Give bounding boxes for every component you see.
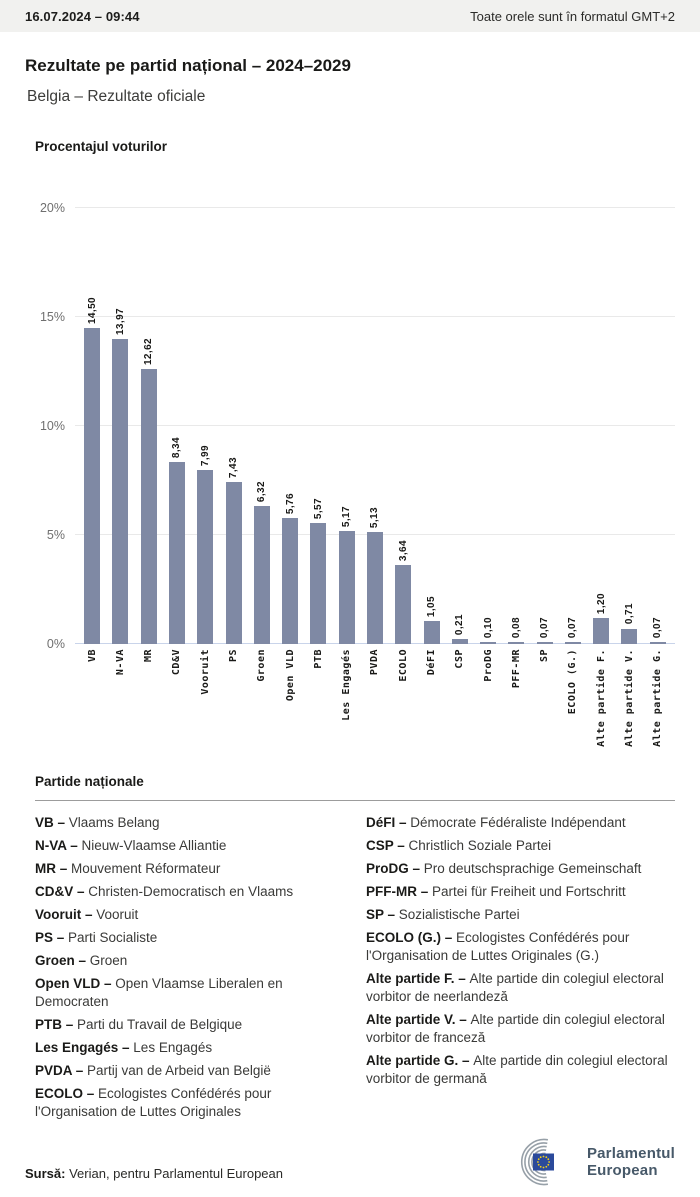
bar-value-label: 0,07	[539, 617, 551, 639]
party-full-name: Open Vlaamse Liberalen en Democraten	[35, 976, 283, 1009]
party-full-name: Alte partide din colegiul electoral vorbitor de germană	[366, 1053, 668, 1086]
topbar	[0, 0, 700, 32]
party-abbreviation: ECOLO –	[35, 1086, 99, 1101]
legend-item	[366, 814, 675, 832]
bar	[169, 462, 185, 644]
bar-column	[531, 208, 559, 644]
party-abbreviation: CD&V –	[35, 884, 89, 899]
bar-value-label: 14,50	[86, 296, 98, 324]
legend-item	[35, 883, 344, 901]
x-axis-cell	[615, 649, 643, 761]
legend-title: Partide naționale	[35, 774, 144, 789]
bar-column	[276, 208, 304, 644]
y-axis-tick-label: 20%	[39, 201, 65, 215]
bar-column	[163, 208, 191, 644]
bar-column	[361, 208, 389, 644]
party-abbreviation: ProDG –	[366, 861, 424, 876]
party-abbreviation: Alte partide F. –	[366, 971, 470, 986]
x-axis-label: MR	[143, 649, 155, 663]
party-abbreviation: PTB –	[35, 1017, 78, 1032]
bar-column	[644, 208, 672, 644]
bar-column	[559, 208, 587, 644]
x-axis-cell	[106, 649, 134, 761]
legend-item	[366, 860, 675, 878]
legend-item	[366, 837, 675, 855]
legend-item	[366, 1011, 675, 1047]
x-axis-label: DéFI	[426, 649, 438, 676]
x-axis-cell	[191, 649, 219, 761]
bar	[621, 629, 637, 644]
bar	[84, 328, 100, 644]
x-axis-label: VB	[86, 649, 98, 663]
timezone-note: Toate orele sunt în formatul GMT+2	[470, 8, 675, 24]
bar-value-label: 0,07	[652, 617, 664, 639]
chart-title: Procentajul voturilor	[35, 139, 168, 154]
bar-column	[248, 208, 276, 644]
x-axis-cell	[304, 649, 332, 761]
bar-column	[615, 208, 643, 644]
bar	[424, 621, 440, 644]
party-abbreviation: Groen –	[35, 953, 90, 968]
bar	[480, 642, 496, 644]
party-full-name: Partei für Freiheit und Fortschritt	[432, 884, 626, 899]
legend-item	[35, 1062, 344, 1080]
x-axis-label: Open VLD	[284, 649, 296, 702]
legend-item	[35, 952, 344, 970]
x-axis-cell	[361, 649, 389, 761]
bar	[282, 518, 298, 644]
bar-value-label: 5,13	[369, 507, 381, 529]
bar-column	[135, 208, 163, 644]
legend-item	[366, 929, 675, 965]
legend-item	[35, 860, 344, 878]
bar-column	[304, 208, 332, 644]
party-full-name: Les Engagés	[133, 1040, 213, 1055]
legend-item	[366, 906, 675, 924]
bar	[508, 642, 524, 644]
ep-logo-line2: European	[586, 1162, 658, 1179]
x-axis-cell	[417, 649, 445, 761]
x-axis-cell	[559, 649, 587, 761]
bar-column	[78, 208, 106, 644]
y-axis-tick-label: 5%	[46, 528, 65, 542]
party-full-name: Vooruit	[96, 907, 139, 922]
x-axis-cell	[644, 649, 672, 761]
bar-value-label: 0,08	[510, 617, 522, 639]
y-axis-tick-label: 10%	[39, 419, 65, 433]
party-abbreviation: PVDA –	[35, 1063, 88, 1078]
x-axis-label: PFF-MR	[510, 649, 522, 689]
party-abbreviation: Open VLD –	[35, 976, 116, 991]
bar	[650, 642, 666, 644]
bar-value-label: 7,99	[199, 444, 211, 466]
x-axis-cell	[276, 649, 304, 761]
party-abbreviation: N-VA –	[35, 838, 82, 853]
bar	[367, 532, 383, 644]
party-full-name: Parti du Travail de Belgique	[77, 1017, 243, 1032]
bar-value-label: 0,10	[482, 616, 494, 638]
x-axis-cell	[163, 649, 191, 761]
x-axis-cell	[474, 649, 502, 761]
bar-value-label: 0,07	[567, 617, 579, 639]
legend-item	[35, 1085, 344, 1121]
vote-share-chart	[0, 139, 700, 761]
x-axis-cell	[502, 649, 530, 761]
x-axis-cell	[389, 649, 417, 761]
party-full-name: Ecologistes Confédérés pour l'Organisation de Luttes Originales	[35, 1086, 272, 1119]
x-axis-label: CSP	[454, 649, 466, 669]
x-axis-label: Groen	[256, 649, 268, 682]
report-datetime: 16.07.2024 – 09:44	[25, 8, 140, 24]
bar	[226, 482, 242, 644]
x-axis-label: ECOLO (G.)	[567, 649, 579, 715]
legend-column	[35, 814, 344, 1126]
bar-column	[333, 208, 361, 644]
x-axis-cell	[531, 649, 559, 761]
x-axis-cell	[219, 649, 247, 761]
x-axis-label: Vooruit	[199, 649, 211, 695]
bar-column	[389, 208, 417, 644]
legend-item	[366, 883, 675, 901]
bar	[452, 639, 468, 644]
bar-column	[587, 208, 615, 644]
bar-value-label: 12,62	[143, 337, 155, 365]
ep-hemicycle-icon	[502, 1138, 580, 1186]
party-abbreviation: Vooruit –	[35, 907, 97, 922]
legend-item	[35, 837, 344, 855]
ep-logo-line1: Parlamentul	[586, 1145, 675, 1162]
party-abbreviation: MR –	[35, 861, 72, 876]
x-axis-label: Alte partide F.	[595, 649, 607, 747]
page-subtitle: Belgia – Rezultate oficiale	[27, 88, 206, 105]
legend-divider	[35, 800, 675, 801]
party-abbreviation: PS –	[35, 930, 69, 945]
party-abbreviation: PFF-MR –	[366, 884, 432, 899]
bar	[565, 642, 581, 644]
bar-column	[446, 208, 474, 644]
bar-series	[75, 208, 675, 644]
bar	[254, 506, 270, 644]
bar	[112, 339, 128, 644]
bar-value-label: 6,32	[256, 481, 268, 503]
bar-value-label: 13,97	[114, 308, 126, 336]
party-full-name: Vlaams Belang	[68, 815, 160, 830]
x-axis-cell	[587, 649, 615, 761]
plot-area	[39, 201, 675, 651]
page-title: Rezultate pe partid național – 2024–2029	[25, 56, 351, 75]
bar	[395, 565, 411, 644]
x-axis-label: ECOLO	[397, 649, 409, 682]
x-axis-cell	[78, 649, 106, 761]
bar-value-label: 1,05	[426, 596, 438, 618]
bar-value-label: 5,17	[341, 506, 353, 528]
bar-value-label: 1,20	[595, 592, 607, 614]
footer	[0, 1138, 700, 1186]
x-axis-label: ProDG	[482, 649, 494, 682]
party-full-name: Partij van de Arbeid van België	[87, 1063, 271, 1078]
bar-column	[106, 208, 134, 644]
party-abbreviation: Alte partide G. –	[366, 1053, 474, 1068]
bar	[339, 531, 355, 644]
party-full-name: Pro deutschsprachige Gemeinschaft	[423, 861, 642, 876]
bar-value-label: 8,34	[171, 437, 183, 459]
legend-item	[35, 929, 344, 947]
legend-item	[35, 1016, 344, 1034]
y-axis-tick-label: 15%	[39, 310, 65, 324]
x-axis-label: N-VA	[114, 649, 126, 676]
party-abbreviation: SP –	[366, 907, 399, 922]
party-full-name: Ecologistes Confédérés pour l'Organisation de Luttes Originales (G.)	[366, 930, 630, 963]
bar	[197, 470, 213, 644]
bar-value-label: 0,21	[454, 614, 466, 636]
bar-column	[417, 208, 445, 644]
party-abbreviation: VB –	[35, 815, 69, 830]
party-full-name: Mouvement Réformateur	[71, 861, 221, 876]
legend-item	[366, 970, 675, 1006]
x-axis-label: PTB	[312, 649, 324, 669]
european-parliament-logo	[502, 1138, 675, 1186]
bar	[537, 642, 553, 644]
source-text: Verian, pentru Parlamentul European	[65, 1166, 283, 1181]
party-full-name: Christen-Democratisch en Vlaams	[88, 884, 294, 899]
x-axis-label: PS	[228, 649, 240, 663]
x-axis-label: Alte partide G.	[652, 649, 664, 747]
party-full-name: Parti Socialiste	[68, 930, 158, 945]
party-abbreviation: CSP –	[366, 838, 409, 853]
x-axis-labels	[75, 649, 675, 761]
bar-value-label: 5,76	[284, 493, 296, 515]
legend-item	[35, 975, 344, 1011]
bar-value-label: 7,43	[228, 456, 240, 479]
party-abbreviation: Les Engagés –	[35, 1040, 134, 1055]
party-abbreviation: ECOLO (G.) –	[366, 930, 457, 945]
bar-column	[219, 208, 247, 644]
legend-item	[35, 906, 344, 924]
x-axis-cell	[446, 649, 474, 761]
party-full-name: Nieuw-Vlaamse Alliantie	[81, 838, 227, 853]
source-note	[25, 1166, 283, 1186]
x-axis-label: PVDA	[369, 649, 381, 676]
legend-columns	[35, 814, 675, 1126]
bar	[310, 523, 326, 644]
bar	[593, 618, 609, 644]
bar-value-label: 0,71	[623, 603, 635, 625]
party-full-name: Démocrate Fédéraliste Indépendant	[410, 815, 626, 830]
x-axis-label: Les Engagés	[341, 649, 353, 721]
x-axis-label: CD&V	[171, 649, 183, 676]
x-axis-cell	[135, 649, 163, 761]
x-axis-cell	[248, 649, 276, 761]
y-axis-tick-label: 0%	[46, 637, 65, 651]
bar-column	[502, 208, 530, 644]
x-axis-cell	[333, 649, 361, 761]
bar-column	[191, 208, 219, 644]
bar-value-label: 3,64	[397, 539, 409, 561]
party-abbreviation: DéFI –	[366, 815, 411, 830]
x-axis-label: Alte partide V.	[623, 649, 635, 747]
bar	[141, 369, 157, 644]
party-abbreviation: Alte partide V. –	[366, 1012, 471, 1027]
party-full-name: Groen	[89, 953, 128, 968]
legend-column	[366, 814, 675, 1126]
legend-item	[366, 1052, 675, 1088]
ep-logo-text	[587, 1145, 675, 1179]
party-full-name: Sozialistische Partei	[398, 907, 520, 922]
legend-item	[35, 1039, 344, 1057]
party-full-name: Christlich Soziale Partei	[408, 838, 552, 853]
party-full-name: Alte partide din colegiul electoral vorbitor de franceză	[366, 1012, 665, 1045]
bar-value-label: 5,57	[312, 497, 324, 519]
legend-item	[35, 814, 344, 832]
bar-column	[474, 208, 502, 644]
source-label: Sursă:	[25, 1166, 66, 1181]
national-parties-legend	[0, 774, 700, 1126]
party-full-name: Alte partide din colegiul electoral vorbitor de neerlandeză	[366, 971, 664, 1004]
x-axis-label: SP	[539, 649, 551, 663]
